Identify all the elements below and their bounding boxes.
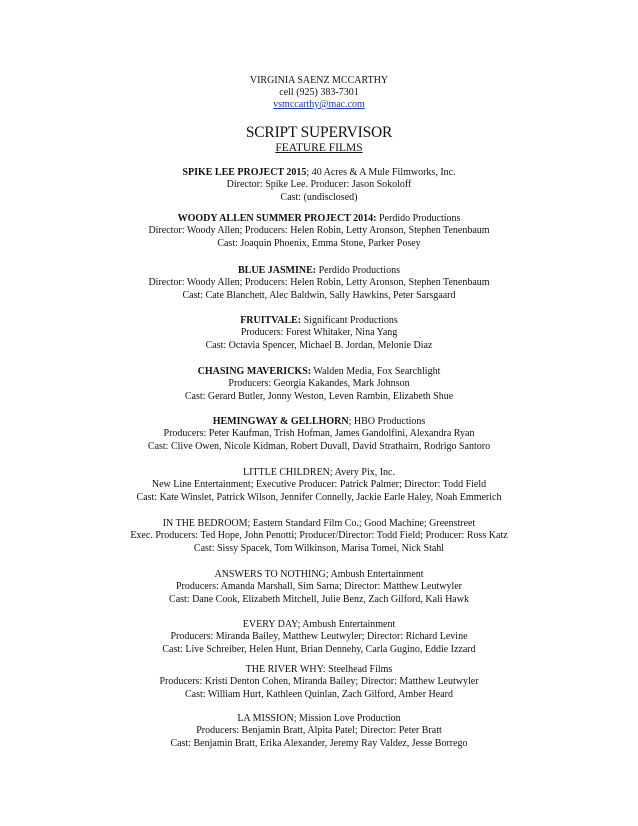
film-company: LA MISSION; Mission Love Production [237, 713, 401, 724]
film-title-line [0, 713, 638, 725]
film-company: Perdido Productions [376, 213, 461, 224]
film-credit-line: Cast: Clive Owen, Nicole Kidman, Robert Duvall, David Strathairn, Rodrigo Santoro [147, 440, 491, 452]
film-credit-line: Producers: Kristi Denton Cohen, Miranda Bailey; Director: Matthew Leutwyler [159, 676, 479, 688]
film-title: FRUITVALE: [240, 315, 302, 326]
film-company: IN THE BEDROOM; Eastern Standard Film Co.; Good Machine; Greenstreet [162, 518, 476, 529]
film-title-line [0, 167, 638, 179]
film-credit-line: Cast: (undisclosed) [280, 191, 358, 203]
film-title-line [0, 518, 638, 530]
film-company: ANSWERS TO NOTHING; Ambush Entertainment [214, 569, 424, 580]
film-title-line [0, 664, 638, 676]
film-credit-line: Producers: Forest Whitaker, Nina Yang [240, 327, 398, 339]
film-company: EVERY DAY; Ambush Entertainment [242, 619, 396, 630]
film-entry [0, 213, 638, 250]
film-credit-line: Cast: Gerard Butler, Jonny Weston, Leven Rambin, Elizabeth Shue [184, 390, 454, 402]
header-name: VIRGINIA SAENZ MCCARTHY [249, 75, 389, 86]
film-entry [0, 664, 638, 701]
film-credit-line: Cast: Cate Blanchett, Alec Baldwin, Sally Hawkins, Peter Sarsgaard [182, 289, 456, 301]
film-company: THE RIVER WHY: Steelhead Films [245, 664, 393, 675]
film-title-line [0, 416, 638, 428]
film-entry [0, 619, 638, 656]
email-link[interactable]: vsmccarthy@mac.com [273, 99, 365, 110]
film-company: ; 40 Acres & A Mule Filmworks, Inc. [306, 167, 456, 178]
film-credit-line: Director: Woody Allen; Producers: Helen Robin, Letty Aronson, Stephen Tenenbaum [148, 225, 490, 237]
film-credit-line: Cast: Octavia Spencer, Michael B. Jordan, Melonie Diaz [205, 339, 433, 351]
page-title: SCRIPT SUPERVISOR [245, 124, 393, 141]
film-credit-line: Cast: Joaquin Phoenix, Emma Stone, Parker Posey [217, 237, 421, 249]
film-credit-line: Cast: Kate Winslet, Patrick Wilson, Jennifer Connelly, Jackie Earle Haley, Noah Emmerich [136, 491, 502, 503]
film-entry [0, 518, 638, 555]
film-entry [0, 467, 638, 504]
film-title: CHASING MAVERICKS: [197, 366, 312, 377]
film-credit-line: New Line Entertainment; Executive Producer: Patrick Palmer; Director: Todd Field [151, 479, 487, 491]
film-entry [0, 713, 638, 750]
header-email[interactable] [0, 99, 638, 111]
film-credit-line: Producers: Peter Kaufman, Trish Hofman, James Gandolfini, Alexandra Ryan [163, 428, 475, 440]
film-credit-line: Cast: William Hurt, Kathleen Quinlan, Zach Gilford, Amber Heard [185, 688, 453, 700]
film-title-line [0, 619, 638, 631]
film-credit-line: Producers: Benjamin Bratt, Alpita Patel; Director: Peter Bratt [196, 725, 442, 737]
film-credit-line: Cast: Benjamin Bratt, Erika Alexander, Jeremy Ray Valdez, Jesse Borrego [170, 737, 468, 749]
film-credit-line: Producers: Georgia Kakandes, Mark Johnson [228, 378, 410, 390]
film-credit-line: Director: Woody Allen; Producers: Helen Robin, Letty Aronson, Stephen Tenenbaum [148, 277, 490, 289]
film-credit-line: Producers: Amanda Marshall, Sim Sarna; Director: Matthew Leutwyler [175, 581, 463, 593]
film-title-line [0, 467, 638, 479]
film-credit-line: Cast: Live Schreiber, Helen Hunt, Brian Dennehy, Carla Gugino, Eddie Izzard [162, 643, 476, 655]
film-title: BLUE JASMINE: [238, 265, 317, 276]
film-entry [0, 569, 638, 606]
film-company: ; HBO Productions [348, 416, 426, 427]
film-title-line [0, 213, 638, 225]
film-credit-line: Exec. Producers: Ted Hope, John Penotti; Producer/Director: Todd Field; Producer: Ross Katz [130, 530, 508, 542]
film-entry [0, 366, 638, 403]
page-subtitle: FEATURE FILMS [275, 142, 363, 154]
film-title: WOODY ALLEN SUMMER PROJECT 2014: [177, 213, 377, 224]
film-title-line [0, 265, 638, 277]
film-title-line [0, 366, 638, 378]
film-company: Perdido Productions [316, 265, 400, 276]
header-phone: cell (925) 383-7301 [279, 87, 359, 98]
film-entry [0, 315, 638, 352]
film-title-line [0, 315, 638, 327]
film-credit-line: Cast: Dane Cook, Elizabeth Mitchell, Julie Benz, Zach Gilford, Kali Hawk [169, 593, 469, 605]
film-title: SPIKE LEE PROJECT 2015 [182, 167, 307, 178]
film-title-line [0, 569, 638, 581]
film-entry [0, 167, 638, 204]
film-credit-line: Director: Spike Lee. Producer: Jason Sokoloff [226, 179, 412, 191]
film-company: Significant Productions [301, 315, 398, 326]
film-company: LITTLE CHILDREN; Avery Pix, Inc. [242, 467, 395, 478]
film-company: Walden Media, Fox Searchlight [311, 366, 441, 377]
film-entry [0, 265, 638, 302]
film-credit-line: Producers: Miranda Bailey, Matthew Leutwyler; Director: Richard Levine [170, 631, 468, 643]
film-entry [0, 416, 638, 453]
film-credit-line: Cast: Sissy Spacek, Tom Wilkinson, Marisa Tomei, Nick Stahl [193, 542, 445, 554]
film-title: HEMINGWAY & GELLHORN [212, 416, 349, 427]
